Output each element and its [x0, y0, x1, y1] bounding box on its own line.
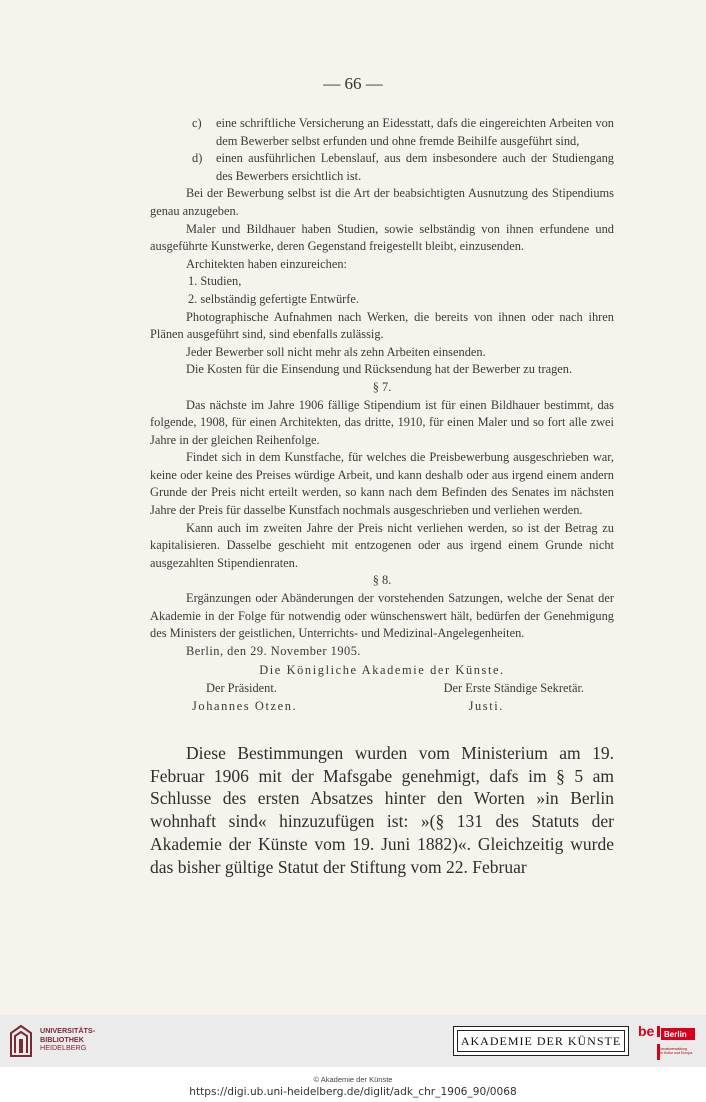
paragraph: Maler und Bildhauer haben Studien, sowie selbständig von ihnen erfundene und ausgeführte Kunstwerke, deren Gegenstand freigestellt bleibt, einzusenden.: [150, 221, 614, 254]
date-line: Berlin, den 29. November 1905.: [186, 643, 362, 658]
academy-line: Die Königliche Akademie der Künste.: [259, 663, 505, 678]
closing-text: [150, 742, 614, 878]
paragraph: Findet sich in dem Kunstfache, für welches die Preisbewerbung ausgeschrieben war, keine oder keine des Preises würdige Arbeit, und kann deshalb oder aus irgend einem andern Grunde der Preis nicht erteilt werden, so kann nach dem Befinden des Senates im nächsten Jahre der Preis für dasselbe Kunstfach nochmals ausgeschrieben und verliehen werden.: [150, 450, 614, 518]
akademie-label: AKADEMIE DER KÜNSTE: [457, 1030, 625, 1052]
numbered-item: 1. Studien,: [188, 274, 242, 289]
berlin-logo-text: Berlin: [664, 1030, 687, 1039]
section-heading: § 7.: [372, 379, 392, 394]
berlin-small-line-2: für Kultur und Europa: [659, 1051, 693, 1056]
berlin-senate-logo-icon[interactable]: [636, 1022, 698, 1062]
paragraph: Diese Bestimmungen wurden vom Ministerium am 19. Februar 1906 mit der Mafsgabe genehmigt, dafs im § 5 am Schlusse des ersten Absatzes hinter den Worten »in Berlin wohnhaft sind« hinzuzufügen ist: »(§ 131 des Statuts der Akademie der Künste vom 19. Juni 1882)«. Gleichzeitig wurde das bisher gültige Statut der Stiftung vom 22. Februar: [150, 743, 614, 877]
list-item-text: einen ausführlichen Lebenslauf, aus dem insbesondere auch der Studiengang des Bewerbers ersichtlich ist.: [216, 151, 614, 183]
paragraph: Bei der Bewerbung selbst ist die Art der beabsichtigten Ausnutzung des Stipendiums genau anzugeben.: [150, 186, 614, 218]
list-item: [150, 150, 614, 185]
body-text: [150, 115, 614, 715]
source-url-link[interactable]: https://digi.ub.uni-heidelberg.de/diglit/adk_chr_1906_90/0068: [189, 1086, 517, 1098]
svg-text:be: be: [638, 1023, 655, 1039]
signature-names: [150, 698, 614, 716]
akademie-der-kuenste-logo[interactable]: [453, 1026, 629, 1056]
paragraph: Ergänzungen oder Abänderungen der vorstehenden Satzungen, welche der Senat der Akademie in der Folge für notwendig oder wünschenswert hält, bedürfen der Genehmigung des Ministers der geistlichen, Unterrichts- und Medizinal-Angelegenheiten.: [150, 591, 614, 641]
paragraph: Das nächste im Jahre 1906 fällige Stipendium ist für einen Bildhauer bestimmt, das folgende, 1908, für einen Architekten, das dritte, 1910, für einen Maler und so fort alle zwei Jahre in der gleichen Reihenfolge.: [150, 397, 614, 447]
university-library-label[interactable]: [40, 1027, 95, 1053]
paragraph: Photographische Aufnahmen nach Werken, die bereits von ihnen oder nach ihren Plänen ausgeführt sind, sind ebenfalls zulässig.: [150, 309, 614, 342]
list-item-text: eine schriftliche Versicherung an Eidesstatt, dafs die eingereichten Arbeiten von dem Bewerber selbst erfunden und ohne fremde Beihilfe ausgeführt sind,: [216, 116, 614, 148]
page-number: — 66 —: [323, 74, 383, 93]
berlin-senate-subtitle: [659, 1047, 699, 1055]
paragraph: Die Kosten für die Einsendung und Rücksendung hat der Bewerber zu tragen.: [186, 362, 573, 377]
list-marker: d): [192, 151, 203, 166]
copyright-notice: © Akademie der Künste: [313, 1075, 393, 1084]
paragraph: Kann auch im zweiten Jahre der Preis nicht verliehen werden, so ist der Betrag zu kapitalisieren. Dasselbe geschieht mit entzogenen oder aus irgend einem Grunde nicht ausgezahlten Stipendienraten.: [150, 520, 614, 570]
numbered-item: 2. selbständig gefertigte Entwürfe.: [188, 291, 360, 306]
university-library-logo-icon[interactable]: [8, 1023, 34, 1059]
secretary-title: Der Erste Ständige Sekretär.: [443, 681, 584, 695]
president-title: Der Präsident.: [206, 681, 277, 695]
ub-line-3: HEIDELBERG: [40, 1043, 87, 1053]
paragraph: Jeder Bewerber soll nicht mehr als zehn Arbeiten einsenden.: [186, 344, 486, 359]
president-name: Johannes Otzen.: [192, 698, 298, 713]
secretary-name: Justi.: [468, 698, 504, 713]
list-marker: c): [192, 116, 202, 130]
ub-line-2: BIBLIOTHEK: [40, 1034, 84, 1044]
berlin-small-line-1: Senatsverwaltung: [659, 1047, 687, 1051]
paragraph: Architekten haben einzureichen:: [186, 256, 347, 271]
signature-titles: [150, 680, 614, 698]
ub-line-1: UNIVERSITÄTS-: [40, 1026, 96, 1035]
list-item: [150, 115, 614, 150]
section-heading: § 8.: [372, 573, 392, 588]
